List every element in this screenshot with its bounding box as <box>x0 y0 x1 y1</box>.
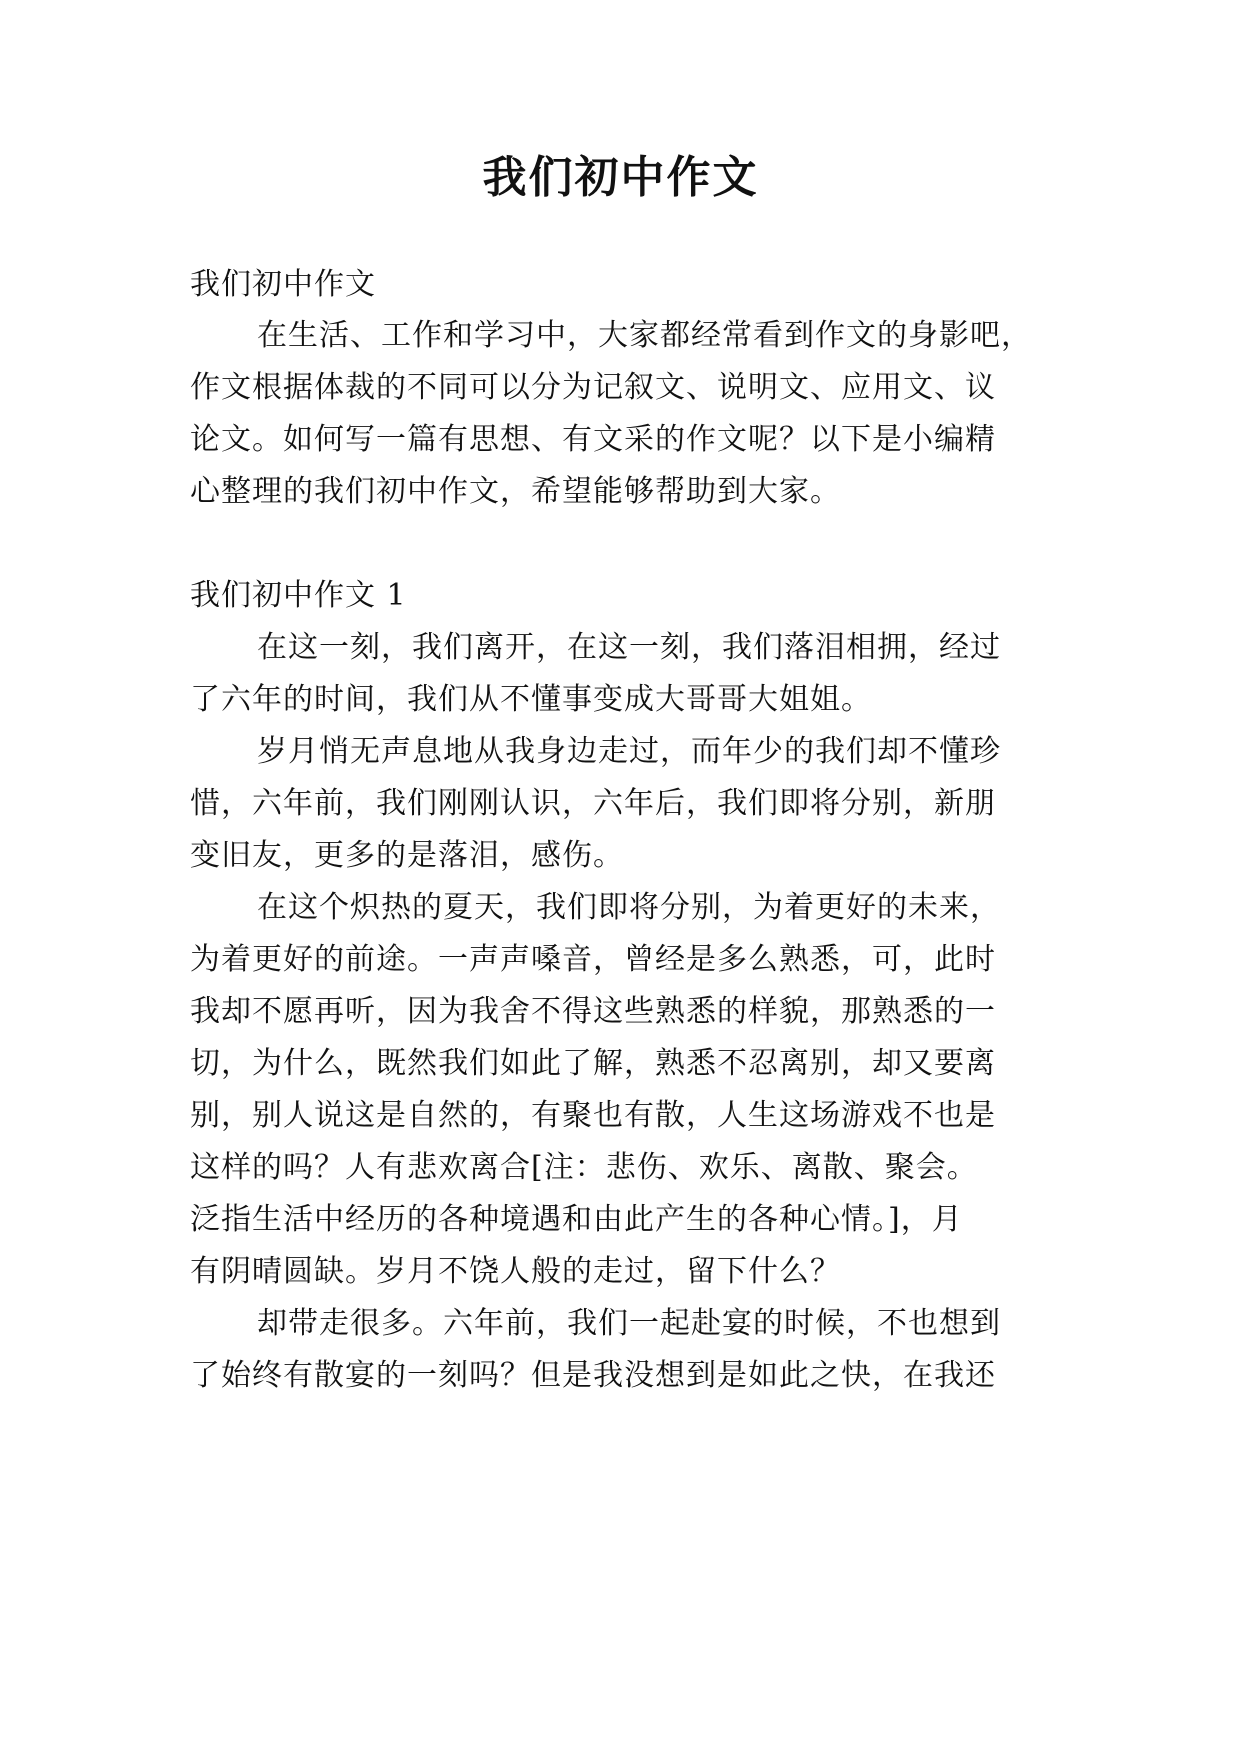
paragraph-line: 在这个炽热的夏天，我们即将分别，为着更好的未来， <box>257 890 1001 925</box>
paragraph-line: 别，别人说这是自然的，有聚也有散，人生这场游戏不也是 <box>190 1098 996 1133</box>
paragraph-line: 我却不愿再听，因为我舍不得这些熟悉的样貌，那熟悉的一 <box>190 994 996 1029</box>
paragraph-line: 心整理的我们初中作文，希望能够帮助到大家。 <box>190 474 841 509</box>
document-title: 我们初中作文 <box>482 152 759 203</box>
paragraph-line: 在这一刻，我们离开，在这一刻，我们落泪相拥，经过 <box>257 630 1001 665</box>
paragraph-line: 论文。如何写一篇有思想、有文采的作文呢？以下是小编精 <box>190 422 996 457</box>
paragraph-line: 岁月悄无声息地从我身边走过，而年少的我们却不懂珍 <box>257 734 1001 769</box>
paragraph-line: 了始终有散宴的一刻吗？但是我没想到是如此之快，在我还 <box>190 1358 996 1393</box>
paragraph-line: 这样的吗？人有悲欢离合[注：悲伤、欢乐、离散、聚会。 <box>190 1150 978 1185</box>
paragraph-line: 为着更好的前途。一声声嗓音，曾经是多么熟悉，可，此时 <box>190 942 996 977</box>
section-heading-essay-1: 我们初中作文 1 <box>190 578 407 613</box>
paragraph-line: 在生活、工作和学习中，大家都经常看到作文的身影吧， <box>257 318 1032 353</box>
section-heading-intro: 我们初中作文 <box>190 267 376 302</box>
paragraph-line: 却带走很多。六年前，我们一起赴宴的时候，不也想到 <box>257 1306 1001 1341</box>
paragraph-line: 惜，六年前，我们刚刚认识，六年后，我们即将分别，新朋 <box>190 786 996 821</box>
paragraph-line: 泛指生活中经历的各种境遇和由此产生的各种心情。]，月 <box>190 1202 963 1237</box>
paragraph-line: 切，为什么，既然我们如此了解，熟悉不忍离别，却又要离 <box>190 1046 996 1081</box>
paragraph-line: 了六年的时间，我们从不懂事变成大哥哥大姐姐。 <box>190 682 872 717</box>
paragraph-line: 变旧友，更多的是落泪，感伤。 <box>190 838 624 873</box>
paragraph-line: 作文根据体裁的不同可以分为记叙文、说明文、应用文、议 <box>190 370 996 405</box>
paragraph-line: 有阴晴圆缺。岁月不饶人般的走过，留下什么？ <box>190 1254 841 1289</box>
